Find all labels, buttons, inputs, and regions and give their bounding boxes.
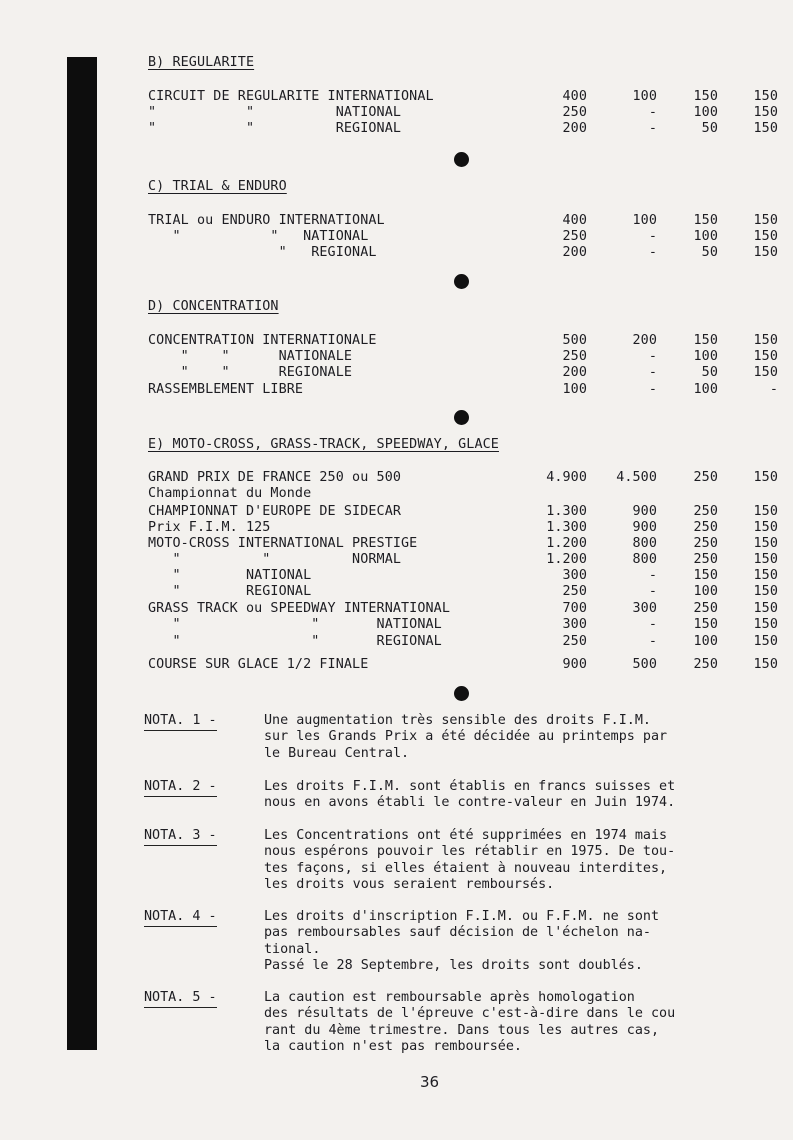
row-label: CHAMPIONNAT D'EUROPE DE SIDECAR xyxy=(148,504,402,519)
note-line: nous en avons établi le contre-valeur en Juin 1974. xyxy=(264,795,676,811)
row-label: " " NATIONAL xyxy=(148,229,369,244)
row-label: CONCENTRATION INTERNATIONALE xyxy=(148,333,377,348)
row-value: 500 xyxy=(562,333,587,348)
row-value: 200 xyxy=(562,121,587,136)
row-label: " " REGIONALE xyxy=(148,365,353,380)
row-value: 150 xyxy=(753,245,778,260)
row-value: 250 xyxy=(693,536,718,551)
row-value: 150 xyxy=(753,89,778,104)
note-line: Les droits d'inscription F.I.M. ou F.F.M. ne sont xyxy=(264,909,660,924)
note-label xyxy=(144,990,252,1008)
row-value: 150 xyxy=(693,568,718,583)
row-label: " " NATIONALE xyxy=(148,349,353,364)
row-value: 100 xyxy=(562,382,587,397)
row-value: 150 xyxy=(753,584,778,599)
row-value: 400 xyxy=(562,213,587,228)
row-value: 150 xyxy=(753,657,778,672)
row-value: - xyxy=(648,584,657,599)
row-label: " " NATIONAL xyxy=(148,617,442,632)
note-line: la caution n'est pas remboursée. xyxy=(264,1039,522,1055)
row-value: 4.500 xyxy=(616,470,657,485)
section-heading: E) MOTO-CROSS, GRASS-TRACK, SPEEDWAY, GLACE xyxy=(148,437,499,452)
note-label-text: NOTA. 5 - xyxy=(144,990,217,1008)
row-value: 250 xyxy=(562,229,587,244)
note-line: des résultats de l'épreuve c'est-à-dire dans le cou xyxy=(264,1006,676,1022)
note-label-text: NOTA. 4 - xyxy=(144,909,217,927)
row-value: - xyxy=(648,121,657,136)
row-value: 50 xyxy=(701,245,718,260)
row-value: - xyxy=(648,349,657,364)
note-label xyxy=(144,779,252,797)
row-value: 250 xyxy=(693,520,718,535)
note-line: les droits vous seraient remboursés. xyxy=(264,877,555,893)
row-label: " REGIONAL xyxy=(148,584,312,599)
row-label: " " REGIONAL xyxy=(148,121,402,136)
row-value: 150 xyxy=(693,617,718,632)
note-line: sur les Grands Prix a été décidée au printemps par xyxy=(264,729,668,745)
row-label: CIRCUIT DE REGULARITE INTERNATIONAL xyxy=(148,89,434,104)
row-label: " " NORMAL xyxy=(148,552,402,567)
row-value: 150 xyxy=(753,229,778,244)
row-value: 1.300 xyxy=(546,520,587,535)
row-value: 900 xyxy=(632,520,657,535)
row-value: 100 xyxy=(693,349,718,364)
row-label: " REGIONAL xyxy=(148,245,377,260)
row-value: - xyxy=(648,245,657,260)
section-heading: D) CONCENTRATION xyxy=(148,299,279,314)
row-value: 200 xyxy=(562,245,587,260)
row-value: 150 xyxy=(753,121,778,136)
row-value: 700 xyxy=(562,601,587,616)
page-number: 36 xyxy=(420,1073,440,1091)
bullet-dot xyxy=(454,686,469,701)
row-value: 250 xyxy=(693,470,718,485)
row-value: - xyxy=(648,382,657,397)
row-value: 150 xyxy=(753,601,778,616)
note-label xyxy=(144,828,252,846)
row-label: " " NATIONAL xyxy=(148,105,402,120)
row-value: 100 xyxy=(632,89,657,104)
row-value: 4.900 xyxy=(546,470,587,485)
row-value: 150 xyxy=(753,617,778,632)
bullet-dot xyxy=(454,152,469,167)
bullet-dot xyxy=(454,274,469,289)
binding-bar xyxy=(67,57,97,1050)
section-heading: C) TRIAL & ENDURO xyxy=(148,179,287,194)
note-line: nous espérons pouvoir les rétablir en 1975. De tou- xyxy=(264,844,676,860)
row-value: 150 xyxy=(753,634,778,649)
row-value: 100 xyxy=(693,105,718,120)
row-value: - xyxy=(769,382,778,397)
row-value: 250 xyxy=(562,349,587,364)
row-value: 100 xyxy=(693,229,718,244)
note-label-text: NOTA. 3 - xyxy=(144,828,217,846)
row-value: 150 xyxy=(753,568,778,583)
row-value: 150 xyxy=(693,333,718,348)
row-label: TRIAL ou ENDURO INTERNATIONAL xyxy=(148,213,385,228)
row-label: " NATIONAL xyxy=(148,568,312,583)
row-value: 50 xyxy=(701,121,718,136)
row-value: 50 xyxy=(701,365,718,380)
note-label xyxy=(144,909,252,927)
row-value: 250 xyxy=(693,504,718,519)
row-label: GRASS TRACK ou SPEEDWAY INTERNATIONAL xyxy=(148,601,450,616)
row-value: 150 xyxy=(753,213,778,228)
row-value: 250 xyxy=(693,601,718,616)
note-line: pas remboursables sauf décision de l'échelon na- xyxy=(264,925,651,941)
note-line: tional. xyxy=(264,941,321,957)
row-value: 250 xyxy=(693,657,718,672)
row-value: 1.300 xyxy=(546,504,587,519)
row-value: - xyxy=(648,365,657,380)
row-value: 150 xyxy=(753,520,778,535)
row-value: 100 xyxy=(693,382,718,397)
row-value: 100 xyxy=(632,213,657,228)
row-value: 400 xyxy=(562,89,587,104)
row-value: 800 xyxy=(632,536,657,551)
row-value: 250 xyxy=(562,634,587,649)
note-label xyxy=(144,713,252,731)
note-line: le Bureau Central. xyxy=(264,745,410,761)
row-value: - xyxy=(648,617,657,632)
row-value: 300 xyxy=(632,601,657,616)
row-value: 150 xyxy=(693,213,718,228)
row-value: 1.200 xyxy=(546,536,587,551)
row-value: 150 xyxy=(753,552,778,567)
row-value: 150 xyxy=(753,333,778,348)
row-value: 900 xyxy=(562,657,587,672)
row-label: Prix F.I.M. 125 xyxy=(148,520,271,535)
row-value: 150 xyxy=(753,470,778,485)
row-value: 150 xyxy=(753,536,778,551)
row-label: COURSE SUR GLACE 1/2 FINALE xyxy=(148,657,369,672)
note-line: Les Concentrations ont été supprimées en 1974 mais xyxy=(264,828,668,843)
row-value: 150 xyxy=(753,365,778,380)
row-label: GRAND PRIX DE FRANCE 250 ou 500 xyxy=(148,470,402,485)
row-value: 250 xyxy=(693,552,718,567)
row-value: 900 xyxy=(632,504,657,519)
note-label-text: NOTA. 1 - xyxy=(144,713,217,731)
row-value: - xyxy=(648,634,657,649)
note-line: Les droits F.I.M. sont établis en francs suisses et xyxy=(264,779,676,794)
note-line: rant du 4ème trimestre. Dans tous les autres cas, xyxy=(264,1022,660,1038)
row-value: 1.200 xyxy=(546,552,587,567)
note-label-text: NOTA. 2 - xyxy=(144,779,217,797)
note-line: Passé le 28 Septembre, les droits sont doublés. xyxy=(264,958,643,974)
row-value: 800 xyxy=(632,552,657,567)
row-value: 100 xyxy=(693,584,718,599)
row-label: RASSEMBLEMENT LIBRE xyxy=(148,382,304,397)
note-line: Une augmentation très sensible des droits F.I.M. xyxy=(264,713,651,728)
row-value: 500 xyxy=(632,657,657,672)
row-value: - xyxy=(648,229,657,244)
row-value: 150 xyxy=(753,349,778,364)
row-value: 150 xyxy=(753,105,778,120)
row-value: - xyxy=(648,105,657,120)
bullet-dot xyxy=(454,410,469,425)
row-value: 100 xyxy=(693,634,718,649)
row-value: 150 xyxy=(693,89,718,104)
note-line: La caution est remboursable après homologation xyxy=(264,990,635,1005)
row-value: - xyxy=(648,568,657,583)
row-label: Championnat du Monde xyxy=(148,486,312,501)
section-heading: B) REGULARITE xyxy=(148,55,255,70)
row-value: 300 xyxy=(562,568,587,583)
row-value: 300 xyxy=(562,617,587,632)
row-label: " " REGIONAL xyxy=(148,634,442,649)
row-label: MOTO-CROSS INTERNATIONAL PRESTIGE xyxy=(148,536,418,551)
row-value: 250 xyxy=(562,105,587,120)
note-line: tes façons, si elles étaient à nouveau interdites, xyxy=(264,860,668,876)
row-value: 250 xyxy=(562,584,587,599)
row-value: 150 xyxy=(753,504,778,519)
row-value: 200 xyxy=(562,365,587,380)
row-value: 200 xyxy=(632,333,657,348)
